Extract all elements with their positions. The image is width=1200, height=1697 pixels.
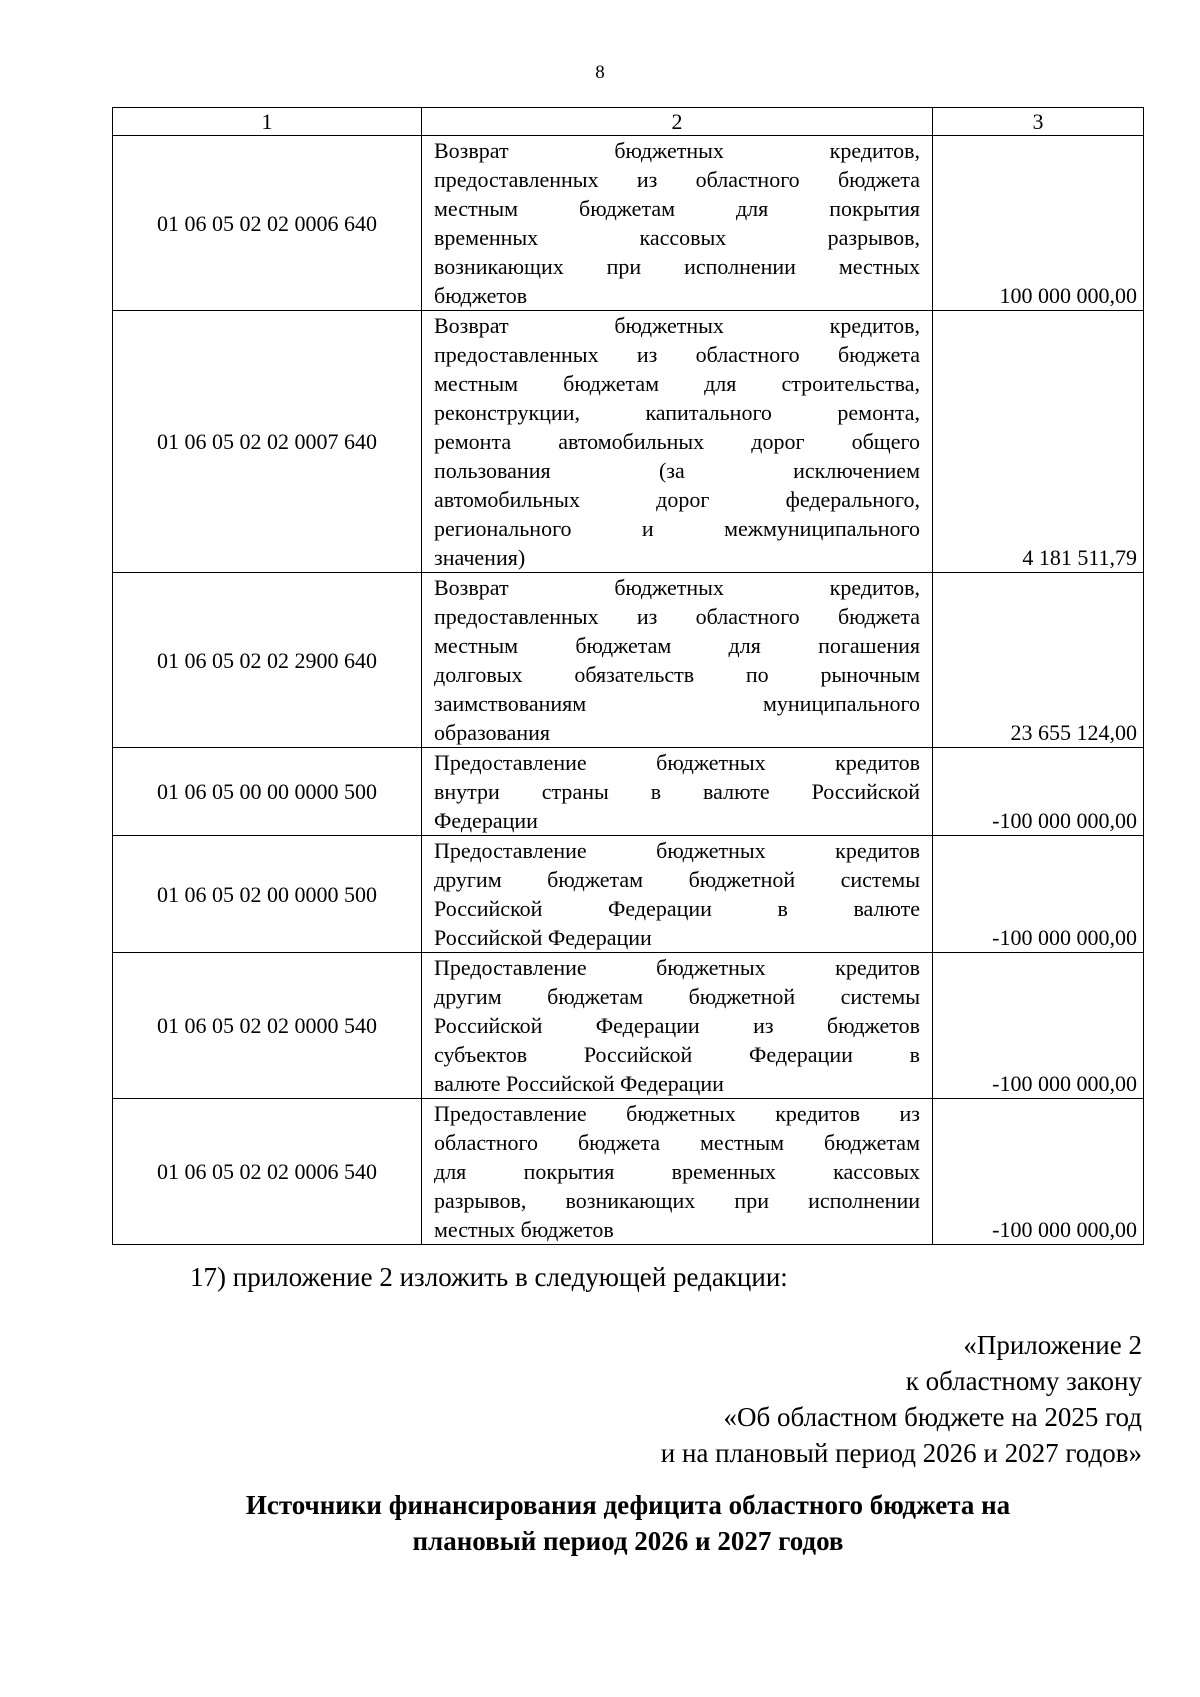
- budget-code-cell: 01 06 05 02 02 0007 640: [113, 311, 422, 573]
- amount-cell: 23 655 124,00: [933, 573, 1144, 748]
- description-cell: [422, 311, 933, 573]
- description-line: местных бюджетов: [434, 1217, 614, 1242]
- description-line: Предоставление бюджетных кредитов: [434, 750, 920, 775]
- column-header-2: 2: [422, 108, 933, 136]
- description-line: регионального и межмуниципального: [434, 516, 920, 541]
- budget-code-cell: 01 06 05 02 02 2900 640: [113, 573, 422, 748]
- description-line: значения): [434, 545, 526, 570]
- amount-cell: -100 000 000,00: [933, 953, 1144, 1099]
- description-line: другим бюджетам бюджетной системы: [434, 867, 920, 892]
- column-header-1: 1: [113, 108, 422, 136]
- description-line: разрывов, возникающих при исполнении: [434, 1188, 920, 1213]
- description-line: предоставленных из областного бюджета: [434, 167, 920, 192]
- description-line: Предоставление бюджетных кредитов: [434, 955, 920, 980]
- description-line: другим бюджетам бюджетной системы: [434, 984, 920, 1009]
- table-header-row: [113, 108, 1144, 136]
- description-line: местным бюджетам для строительства,: [434, 371, 920, 396]
- budget-code-cell: 01 06 05 00 00 0000 500: [113, 748, 422, 836]
- amendment-instruction: 17) приложение 2 изложить в следующей редакции:: [190, 1262, 788, 1292]
- description-cell: [422, 136, 933, 311]
- appendix-line: «Приложение 2: [963, 1330, 1142, 1360]
- budget-code-cell: 01 06 05 02 02 0006 540: [113, 1099, 422, 1245]
- description-line: автомобильных дорог федерального,: [434, 487, 920, 512]
- description-line: пользования (за исключением: [434, 458, 920, 483]
- description-cell: [422, 836, 933, 953]
- description-line: заимствованиям муниципального: [434, 691, 920, 716]
- description-line: местным бюджетам для погашения: [434, 633, 920, 658]
- description-line: Федерации: [434, 808, 538, 833]
- description-line: Возврат бюджетных кредитов,: [434, 313, 920, 338]
- description-line: реконструкции, капитального ремонта,: [434, 400, 920, 425]
- budget-code-cell: 01 06 05 02 02 0006 640: [113, 136, 422, 311]
- appendix-line: к областному закону: [905, 1366, 1142, 1396]
- description-line: областного бюджета местным бюджетам: [434, 1130, 920, 1155]
- description-line: предоставленных из областного бюджета: [434, 604, 920, 629]
- description-line: валюте Российской Федерации: [434, 1071, 724, 1096]
- description-line: внутри страны в валюте Российской: [434, 779, 920, 804]
- amount-cell: -100 000 000,00: [933, 1099, 1144, 1245]
- appendix-reference: [442, 1327, 1142, 1471]
- heading-line: плановый период 2026 и 2027 годов: [412, 1526, 844, 1556]
- description-line: образования: [434, 720, 551, 745]
- table-row: [113, 748, 1144, 836]
- description-line: для покрытия временных кассовых: [434, 1159, 920, 1184]
- page-number: 8: [595, 62, 605, 83]
- description-cell: [422, 573, 933, 748]
- section-heading: [0, 1487, 1200, 1559]
- description-line: местным бюджетам для покрытия: [434, 196, 920, 221]
- description-line: временных кассовых разрывов,: [434, 225, 920, 250]
- description-line: Возврат бюджетных кредитов,: [434, 138, 920, 163]
- table-row: [113, 136, 1144, 311]
- description-cell: [422, 748, 933, 836]
- appendix-line: «Об областном бюджете на 2025 год: [723, 1402, 1142, 1432]
- description-line: Возврат бюджетных кредитов,: [434, 575, 920, 600]
- description-line: долговых обязательств по рыночным: [434, 662, 920, 687]
- description-line: Российской Федерации из бюджетов: [434, 1013, 920, 1038]
- description-line: предоставленных из областного бюджета: [434, 342, 920, 367]
- description-line: субъектов Российской Федерации в: [434, 1042, 920, 1067]
- budget-code-cell: 01 06 05 02 00 0000 500: [113, 836, 422, 953]
- description-line: Предоставление бюджетных кредитов из: [434, 1101, 920, 1126]
- description-line: Российской Федерации в валюте: [434, 896, 920, 921]
- table-row: [113, 953, 1144, 1099]
- table-row: [113, 573, 1144, 748]
- description-line: ремонта автомобильных дорог общего: [434, 429, 920, 454]
- amount-cell: 4 181 511,79: [933, 311, 1144, 573]
- description-line: Российской Федерации: [434, 925, 652, 950]
- description-line: Предоставление бюджетных кредитов: [434, 838, 920, 863]
- amount-cell: 100 000 000,00: [933, 136, 1144, 311]
- table-row: [113, 311, 1144, 573]
- description-cell: [422, 953, 933, 1099]
- amount-cell: -100 000 000,00: [933, 836, 1144, 953]
- heading-line: Источники финансирования дефицита областного бюджета на: [245, 1490, 1011, 1520]
- budget-code-cell: 01 06 05 02 02 0000 540: [113, 953, 422, 1099]
- amount-cell: -100 000 000,00: [933, 748, 1144, 836]
- budget-sources-table: [112, 107, 1144, 1245]
- appendix-line: и на плановый период 2026 и 2027 годов»: [660, 1438, 1142, 1468]
- description-cell: [422, 1099, 933, 1245]
- column-header-3: 3: [933, 108, 1144, 136]
- table-row: [113, 836, 1144, 953]
- description-line: возникающих при исполнении местных: [434, 254, 920, 279]
- table-row: [113, 1099, 1144, 1245]
- description-line: бюджетов: [434, 283, 528, 308]
